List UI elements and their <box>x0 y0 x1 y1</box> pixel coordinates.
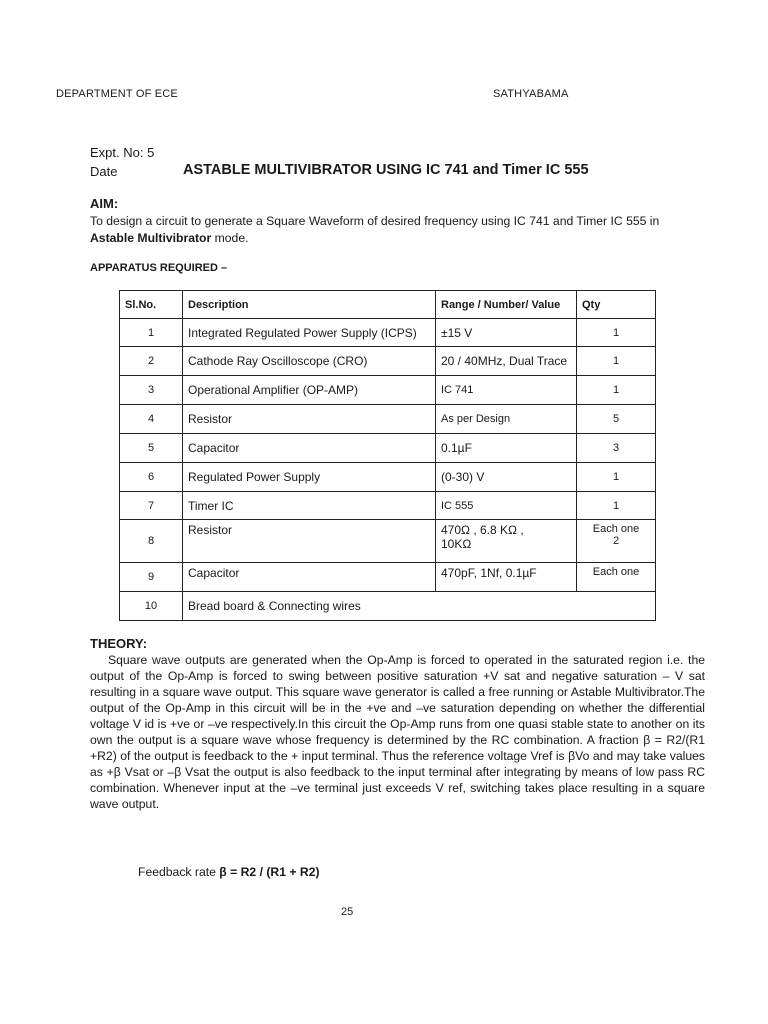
row-description: Capacitor <box>183 563 436 592</box>
theory-text: Square wave outputs are generated when the Op-Amp is forced to operated in the saturated region i.e. the output of the Op-Amp is forced to swing between positive saturation +V sat and negative saturation – V sat resulting in a square wave output. This square wave generator is called a free running or Astable Multivibrator.The output of the Op-Amp in this circuit will be in the +ve and –ve saturation depending on whether the differential voltage V id is +ve or –ve respectively.In this circuit the Op-Amp runs from one quasi stable state to another on its own the output is a square wave whose frequency is determined by the RC combination. A fraction β = R2/(R1 +R2) of the output is feedback to the + input terminal. Thus the reference voltage Vref is βVo and may take values as +β Vsat or –β Vsat the output is also feedback to the input terminal after integrating by means of low pass RC combination. Whenever input at the –ve terminal just exceeds V ref, switching takes place resulting in a square wave output. <box>90 653 705 811</box>
row-number: 9 <box>120 563 183 592</box>
row-number: 2 <box>120 347 183 376</box>
column-header: Description <box>183 291 436 319</box>
row-qty <box>577 520 656 563</box>
row-qty: 1 <box>577 463 656 492</box>
feedback-equation: β = R2 / (R1 + R2) <box>219 865 320 879</box>
row-range: 470pF, 1Nf, 0.1µF <box>436 563 577 592</box>
table-row <box>120 376 656 405</box>
table-row <box>120 347 656 376</box>
row-qty: 5 <box>577 405 656 434</box>
experiment-number: Expt. No: 5 <box>90 145 155 160</box>
row-number: 6 <box>120 463 183 492</box>
theory-paragraph <box>90 652 705 812</box>
row-qty: 1 <box>577 319 656 347</box>
row-description: Resistor <box>183 405 436 434</box>
row-number: 4 <box>120 405 183 434</box>
table-row <box>120 563 656 592</box>
row-description: Cathode Ray Oscilloscope (CRO) <box>183 347 436 376</box>
column-header: Range / Number/ Value <box>436 291 577 319</box>
row-qty: 1 <box>577 492 656 520</box>
apparatus-table <box>119 290 656 621</box>
feedback-label: Feedback rate <box>138 865 220 879</box>
table-row <box>120 492 656 520</box>
apparatus-heading: APPARATUS REQUIRED – <box>90 262 228 274</box>
table-row <box>120 405 656 434</box>
row-description: Resistor <box>183 520 436 563</box>
aim-text-start: To design a circuit to generate a Square Waveform of desired frequency using IC 741 and Timer IC 555 in <box>90 214 660 228</box>
row-number: 8 <box>120 520 183 563</box>
date-label: Date <box>90 164 118 179</box>
row-number: 3 <box>120 376 183 405</box>
table-row <box>120 434 656 463</box>
row-qty-line: Each one <box>592 523 640 535</box>
row-description: Regulated Power Supply <box>183 463 436 492</box>
row-range <box>436 520 577 563</box>
page-number: 25 <box>341 906 354 918</box>
row-range: IC 555 <box>436 492 577 520</box>
row-range: 0.1µF <box>436 434 577 463</box>
aim-text-bold: Astable Multivibrator <box>90 231 212 245</box>
row-description: Integrated Regulated Power Supply (ICPS) <box>183 319 436 347</box>
aim-text-end: mode. <box>211 231 249 245</box>
row-range: As per Design <box>436 405 577 434</box>
row-number: 1 <box>120 319 183 347</box>
row-number: 7 <box>120 492 183 520</box>
feedback-formula <box>138 865 320 879</box>
table-row <box>120 592 656 621</box>
row-qty: 1 <box>577 376 656 405</box>
row-qty: 3 <box>577 434 656 463</box>
row-description: Bread board & Connecting wires <box>183 592 656 621</box>
row-number: 10 <box>120 592 183 621</box>
row-range-line: 10KΩ <box>441 537 472 551</box>
row-range: ±15 V <box>436 319 577 347</box>
row-range: (0-30) V <box>436 463 577 492</box>
row-number: 5 <box>120 434 183 463</box>
institution-header: SATHYABAMA <box>493 88 569 100</box>
row-description: Capacitor <box>183 434 436 463</box>
row-qty-line: 2 <box>612 535 620 547</box>
table-row <box>120 463 656 492</box>
theory-heading: THEORY: <box>90 636 148 651</box>
row-qty: Each one <box>577 563 656 592</box>
experiment-title: ASTABLE MULTIVIBRATOR USING IC 741 and Timer IC 555 <box>183 162 589 178</box>
column-header: Qty <box>577 291 656 319</box>
table-row <box>120 520 656 563</box>
row-range-line: 470Ω , 6.8 KΩ , <box>441 523 524 537</box>
row-qty: 1 <box>577 347 656 376</box>
aim-heading: AIM: <box>90 196 119 211</box>
row-range: 20 / 40MHz, Dual Trace <box>436 347 577 376</box>
table-row <box>120 319 656 347</box>
table-header-row <box>120 291 656 319</box>
department-header: DEPARTMENT OF ECE <box>56 88 178 100</box>
aim-text <box>90 213 710 247</box>
row-range: IC 741 <box>436 376 577 405</box>
column-header: Sl.No. <box>120 291 183 319</box>
row-description: Operational Amplifier (OP-AMP) <box>183 376 436 405</box>
row-description: Timer IC <box>183 492 436 520</box>
